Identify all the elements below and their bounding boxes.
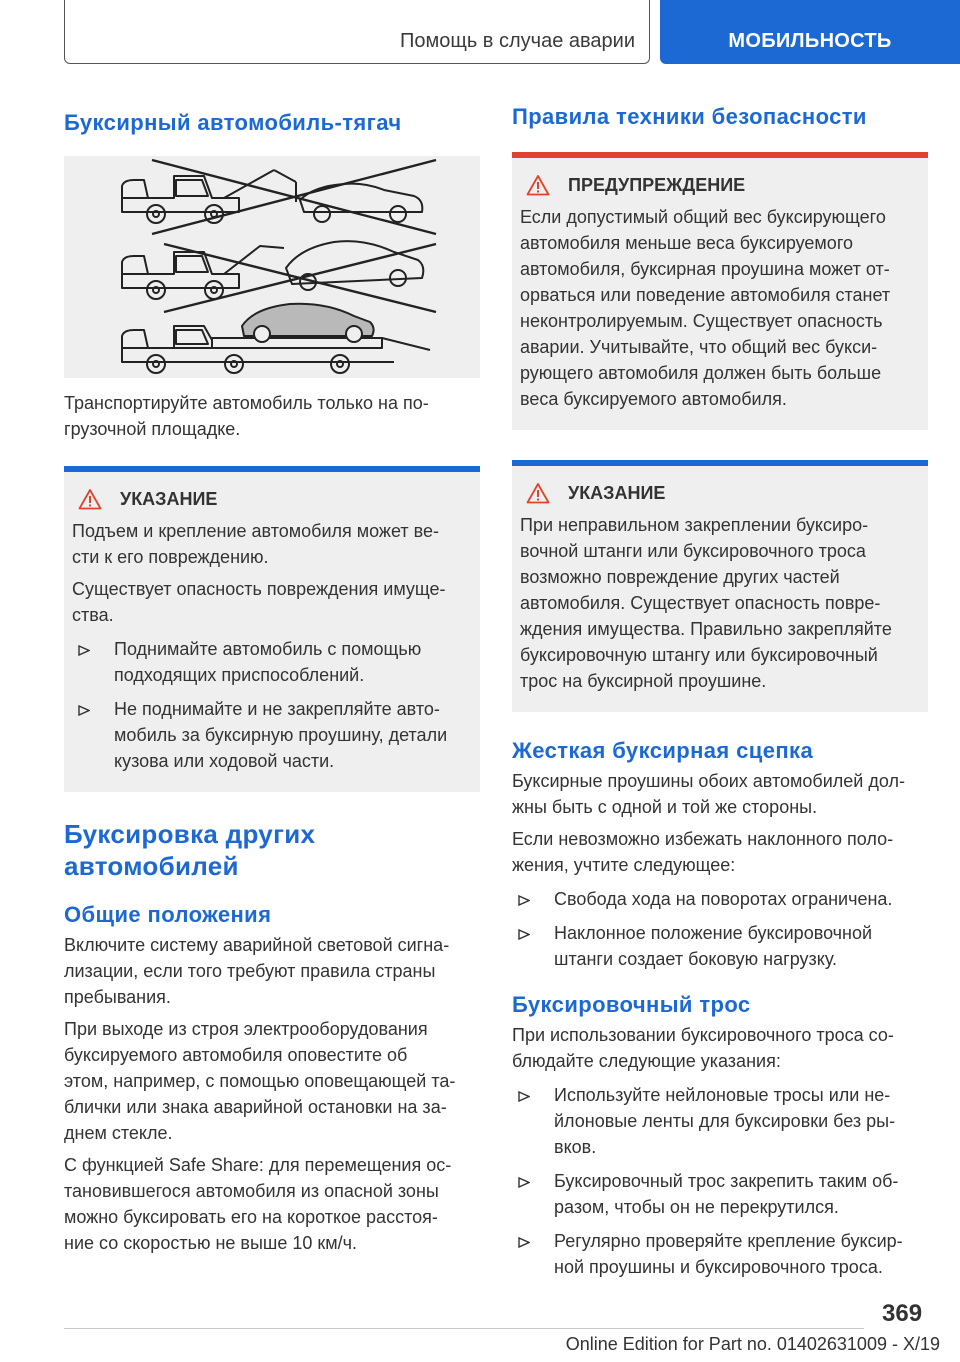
note-bullet-list	[72, 636, 470, 774]
triangle-bullet-icon	[518, 929, 530, 940]
note2-line: вочной штанги или буксировочного троса	[520, 541, 866, 561]
heading-line: автомобилей	[64, 851, 239, 881]
text-line: При использовании буксировочного троса со-	[512, 1025, 894, 1045]
left-column	[64, 96, 480, 1256]
text-line: жны быть с одной и той же стороны.	[512, 797, 818, 817]
note2-title: УКАЗАНИЕ	[568, 482, 666, 503]
text-line: Если невозможно избежать наклонного поло-	[512, 829, 894, 849]
warning-triangle-icon	[526, 174, 550, 196]
note-paragraph	[72, 518, 470, 570]
text-line: При выходе из строя электрооборудования	[64, 1019, 428, 1039]
warning-line: веса буксируемого автомобиля.	[520, 389, 787, 409]
text-line: лизации, если того требуют правила страны	[64, 961, 436, 981]
text-line: тановившегося автомобиля из опасной зоны	[64, 1181, 439, 1201]
warning-header	[526, 174, 918, 196]
tow-vehicle-heading: Буксирный автомобиль-тягач	[64, 110, 402, 135]
list-item-line: Буксировочный трос закрепить таким об-	[554, 1171, 899, 1191]
list-item-line: Не поднимайте и не закрепляйте авто-	[114, 699, 440, 719]
list-item-line: кузова или ходовой части.	[114, 751, 335, 771]
header-section-tab	[64, 0, 650, 64]
towing-methods-illustration	[64, 156, 480, 378]
list-item-line: Наклонное положение буксировочной	[554, 923, 873, 943]
rope-bullet-list	[512, 1082, 928, 1280]
general-paragraph-3	[64, 1152, 480, 1256]
rigid-paragraph-2	[512, 826, 928, 878]
warning-triangle-icon	[78, 488, 102, 510]
text-line: этом, например, с помощью оповещающей та-	[64, 1071, 456, 1091]
header-chapter-tab	[660, 0, 960, 64]
note2-line: буксировочную штангу или буксировочный	[520, 645, 878, 665]
towing-others-heading	[64, 818, 480, 882]
list-item	[72, 636, 470, 688]
list-item-line: Используйте нейлоновые тросы или не-	[554, 1085, 891, 1105]
list-item-line: штанги создает боковую нагрузку.	[554, 949, 838, 969]
note2-line: ждения имущества. Правильно закрепляйте	[520, 619, 892, 639]
general-heading: Общие положения	[64, 902, 272, 927]
text-line: Включите систему аварийной световой сигна-	[64, 935, 450, 955]
text-line: днем стекле.	[64, 1123, 173, 1143]
note-line: ства.	[72, 605, 114, 625]
note2-line: автомобиля. Существует опасность повре-	[520, 593, 881, 613]
heading-line: Буксировка других	[64, 819, 316, 849]
triangle-bullet-icon	[518, 1237, 530, 1248]
warning-line: неконтролируемым. Существует опасность	[520, 311, 883, 331]
tow-rope-heading: Буксировочный трос	[512, 992, 751, 1017]
text-line: буксируемого автомобиля оповестите об	[64, 1045, 408, 1065]
text-line: ние со скоростью не выше 10 км/ч.	[64, 1233, 358, 1253]
warning-line: аварии. Учитывайте, что общий вес букси-	[520, 337, 878, 357]
triangle-bullet-icon	[518, 1091, 530, 1102]
note-title: УКАЗАНИЕ	[120, 488, 218, 509]
wheel-lift-tow-drawing	[122, 170, 422, 223]
warning-title: ПРЕДУПРЕЖДЕНИЕ	[568, 174, 746, 195]
triangle-bullet-icon	[78, 645, 90, 656]
tow-text-line: Транспортируйте автомобиль только на по-	[64, 393, 429, 413]
note-box	[64, 466, 480, 792]
list-item	[512, 920, 928, 972]
warning-box	[512, 152, 928, 430]
general-paragraph-1	[64, 932, 480, 1010]
right-column	[512, 96, 928, 1280]
list-item-line: йлоновые ленты для буксировки без ры-	[554, 1111, 896, 1131]
header-chapter-title: МОБИЛЬНОСТЬ	[728, 30, 892, 52]
note-paragraph	[72, 576, 470, 628]
note2-paragraph	[520, 512, 918, 694]
text-line: Буксирные проушины обоих автомобилей дол-	[512, 771, 905, 791]
text-line: С функцией Safe Share: для перемещения ос-	[64, 1155, 452, 1175]
text-line: пребывания.	[64, 987, 171, 1007]
text-line: можно буксировать его на короткое расстоя-	[64, 1207, 438, 1227]
header-section-title: Помощь в случае аварии	[400, 30, 635, 52]
list-item-line: Поднимайте автомобиль с помощью	[114, 639, 422, 659]
tow-text	[64, 390, 480, 442]
note-box-2	[512, 460, 928, 712]
text-line: блюдайте следующие указания:	[512, 1051, 781, 1071]
warning-line: рующего автомобиля должен быть больше	[520, 363, 882, 383]
triangle-bullet-icon	[518, 1177, 530, 1188]
rope-paragraph	[512, 1022, 928, 1074]
note2-line: трос на буксирной проушине.	[520, 671, 767, 691]
list-item-line: разом, чтобы он не перекрутился.	[554, 1197, 839, 1217]
warning-line: Если допустимый общий вес буксирующего	[520, 207, 886, 227]
list-item-line: ной проушины и буксировочного троса.	[554, 1257, 883, 1277]
note2-line: При неправильном закреплении буксиро-	[520, 515, 869, 535]
general-paragraph-2	[64, 1016, 480, 1146]
triangle-bullet-icon	[78, 705, 90, 716]
list-item	[512, 1168, 928, 1220]
tow-text-line: грузочной площадке.	[64, 419, 241, 439]
warning-triangle-icon	[526, 482, 550, 504]
page-number: 369	[882, 1300, 923, 1327]
note-line: Существует опасность повреждения имуще-	[72, 579, 446, 599]
flatbed-tow-drawing	[122, 304, 430, 373]
warning-line: автомобиля меньше веса буксируемого	[520, 233, 853, 253]
list-item-line: подходящих приспособлений.	[114, 665, 365, 685]
towing-methods-drawing	[64, 156, 480, 378]
warning-line: орваться или поведение автомобиля станет	[520, 285, 891, 305]
list-item-line: вков.	[554, 1137, 597, 1157]
rigid-bullet-list	[512, 886, 928, 972]
footer-edition: Online Edition for Part no. 01402631009 - X/19	[565, 1334, 940, 1354]
warning-line: автомобиля, буксирная проушина может от-	[520, 259, 890, 279]
list-item	[512, 1228, 928, 1280]
text-line: блички или знака аварийной остановки на за-	[64, 1097, 447, 1117]
triangle-bullet-icon	[518, 895, 530, 906]
rigid-paragraph-1	[512, 768, 928, 820]
list-item	[512, 886, 928, 912]
warning-paragraph	[520, 204, 918, 412]
note-header	[78, 488, 470, 510]
note-line: сти к его повреждению.	[72, 547, 269, 567]
rigid-tow-heading: Жесткая буксирная сцепка	[512, 738, 814, 763]
text-line: жения, учтите следующее:	[512, 855, 736, 875]
list-item	[72, 696, 470, 774]
note2-header	[526, 482, 918, 504]
list-item-line: Свобода хода на поворотах ограничена.	[554, 889, 893, 909]
list-item	[512, 1082, 928, 1160]
note-line: Подъем и крепление автомобиля может ве-	[72, 521, 439, 541]
safety-heading: Правила техники безопасности	[512, 104, 867, 129]
footer-divider	[64, 1328, 864, 1329]
list-item-line: Регулярно проверяйте крепление буксир-	[554, 1231, 903, 1251]
note2-line: возможно повреждение других частей	[520, 567, 840, 587]
list-item-line: мобиль за буксирную проушину, детали	[114, 725, 448, 745]
